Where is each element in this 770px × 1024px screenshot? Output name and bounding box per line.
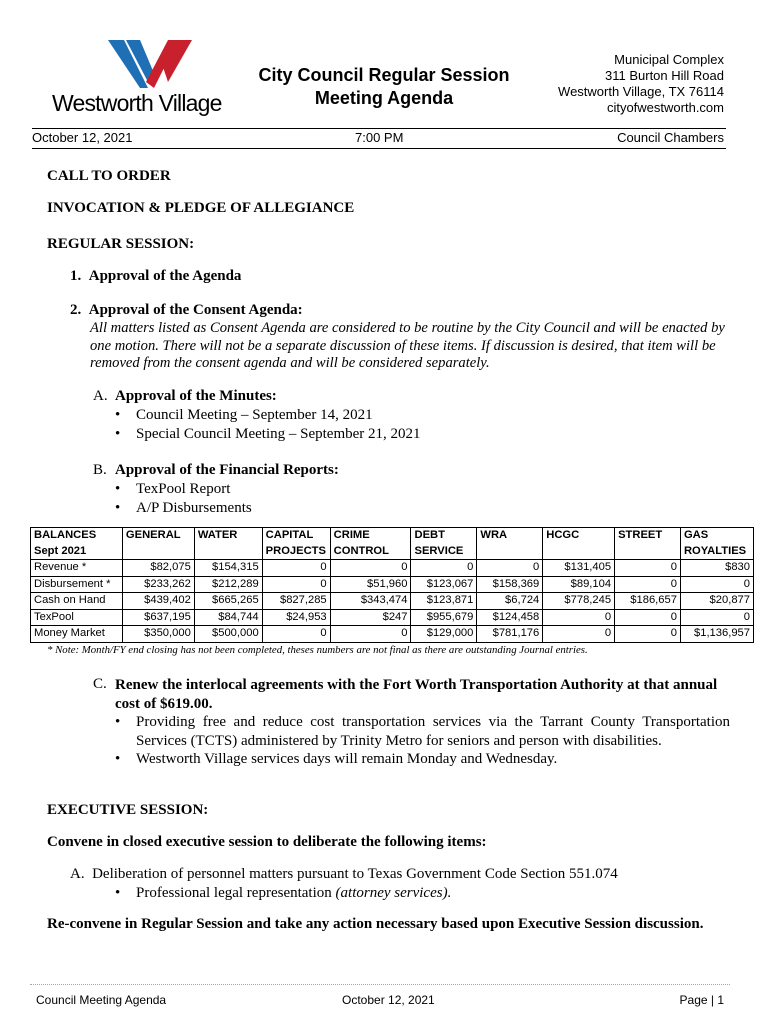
column-header: GAS: [680, 528, 753, 544]
table-cell: $500,000: [194, 626, 262, 643]
column-header: [122, 544, 194, 560]
title-line-2: Meeting Agenda: [314, 88, 454, 108]
page-title: [258, 64, 510, 110]
sub-item-a-title: Approval of the Minutes:: [115, 388, 277, 404]
table-cell: 0: [411, 560, 477, 577]
meeting-info-bar: [32, 130, 726, 148]
table-row: [31, 626, 754, 643]
column-header: STREET: [615, 528, 681, 544]
agenda-item-1: 1. Approval of the Agenda: [70, 268, 242, 284]
executive-session-heading: EXECUTIVE SESSION:: [47, 802, 209, 818]
table-cell: 0: [543, 626, 615, 643]
meeting-location: Council Chambers: [617, 130, 724, 145]
table-cell: $1,136,957: [680, 626, 753, 643]
column-header: CAPITAL: [262, 528, 330, 544]
address-line: Westworth Village, TX 76114: [558, 84, 724, 99]
table-cell: $84,744: [194, 609, 262, 626]
table-cell: $82,075: [122, 560, 194, 577]
column-header: Sept 2021: [31, 544, 123, 560]
table-cell: 0: [330, 560, 411, 577]
table-cell: $665,265: [194, 593, 262, 610]
logo-text: Westworth Village: [52, 90, 222, 116]
bullet-text: Professional legal representation: [136, 885, 336, 901]
table-cell: 0: [615, 626, 681, 643]
row-label: Disbursement *: [31, 576, 123, 593]
table-cell: $827,285: [262, 593, 330, 610]
table-cell: $778,245: [543, 593, 615, 610]
header-divider: [32, 128, 726, 129]
bullet-item: • Council Meeting – September 14, 2021: [136, 407, 373, 424]
table-cell: $89,104: [543, 576, 615, 593]
footer-page-number: Page | 1: [679, 993, 724, 1007]
table-cell: 0: [615, 576, 681, 593]
table-cell: $247: [330, 609, 411, 626]
column-header: [194, 544, 262, 560]
meeting-time: 7:00 PM: [355, 130, 404, 145]
table-cell: 0: [477, 560, 543, 577]
agenda-item-2: 2. Approval of the Consent Agenda:: [70, 302, 303, 318]
regular-session-heading: REGULAR SESSION:: [47, 236, 195, 252]
column-header: GENERAL: [122, 528, 194, 544]
convene-statement: Convene in closed executive session to deliberate the following items:: [47, 834, 487, 850]
column-header: ROYALTIES: [680, 544, 753, 560]
table-header-row: [31, 528, 754, 544]
table-cell: $20,877: [680, 593, 753, 610]
bullet-item: [136, 885, 451, 902]
table-cell: $158,369: [477, 576, 543, 593]
table-cell: 0: [262, 626, 330, 643]
consent-agenda-note: All matters listed as Consent Agenda are considered to be routine by the City Council and will be enacted by one motion. There will not be a separate discussion of these items. If discussion is desired, that item will be removed from the consent agenda and will be considered separately.: [90, 320, 725, 371]
row-label: Money Market: [31, 626, 123, 643]
table-cell: $129,000: [411, 626, 477, 643]
footer-doc-title: Council Meeting Agenda: [36, 993, 167, 1007]
bullet-item: • Providing free and reduce cost transportation services via the Tarrant County Transportation Services (TCTS) administered by Trinity Metro for seniors and person with disabilities.: [136, 713, 730, 751]
table-cell: $186,657: [615, 593, 681, 610]
table-cell: $6,724: [477, 593, 543, 610]
table-cell: 0: [615, 609, 681, 626]
table-cell: $131,405: [543, 560, 615, 577]
financial-balances-table: [30, 527, 754, 643]
table-cell: 0: [543, 609, 615, 626]
website-link[interactable]: cityofwestworth.com: [606, 100, 724, 115]
sub-item-b-title: Approval of the Financial Reports:: [115, 462, 339, 478]
title-line-1: City Council Regular Session: [258, 65, 510, 85]
address-block: [558, 52, 724, 116]
executive-item-a: A. Deliberation of personnel matters pursuant to Texas Government Code Section 551.074: [70, 866, 618, 882]
table-cell: $830: [680, 560, 753, 577]
column-header: CONTROL: [330, 544, 411, 560]
column-header: PROJECTS: [262, 544, 330, 560]
table-row: [31, 576, 754, 593]
table-cell: $350,000: [122, 626, 194, 643]
address-line: Municipal Complex: [614, 52, 724, 67]
column-header: DEBT: [411, 528, 477, 544]
sub-item-c-title: Renew the interlocal agreements with the Fort Worth Transportation Authority at that annual cost of $619.00.: [115, 677, 718, 712]
column-header: [477, 544, 543, 560]
row-label: TexPool: [31, 609, 123, 626]
table-cell: 0: [680, 609, 753, 626]
column-header: WATER: [194, 528, 262, 544]
bullet-item: • TexPool Report: [136, 481, 230, 498]
column-header: BALANCES: [31, 528, 123, 544]
sub-item-b-label: B.: [93, 462, 107, 478]
page-footer: [36, 993, 724, 1009]
address-line: 311 Burton Hill Road: [605, 68, 724, 83]
reconvene-statement: Re-convene in Regular Session and take any action necessary based upon Executive Session discussion.: [47, 916, 704, 932]
table-row: [31, 609, 754, 626]
column-header: [615, 544, 681, 560]
table-header-row: [31, 544, 754, 560]
table-cell: $51,960: [330, 576, 411, 593]
table-cell: 0: [262, 576, 330, 593]
table-row: [31, 593, 754, 610]
table-cell: $233,262: [122, 576, 194, 593]
table-cell: 0: [262, 560, 330, 577]
column-header: [543, 544, 615, 560]
bullet-item: • Special Council Meeting – September 21, 2021: [136, 426, 421, 443]
table-cell: $124,458: [477, 609, 543, 626]
table-cell: $637,195: [122, 609, 194, 626]
column-header: HCGC: [543, 528, 615, 544]
table-cell: $212,289: [194, 576, 262, 593]
table-cell: 0: [330, 626, 411, 643]
footer-date: October 12, 2021: [342, 993, 435, 1007]
table-cell: $123,067: [411, 576, 477, 593]
sub-item-c-label: C.: [93, 676, 107, 692]
header-divider: [32, 148, 726, 149]
meeting-date: October 12, 2021: [32, 130, 133, 145]
bullet-text-italic: (attorney services).: [335, 885, 452, 901]
table-cell: $781,176: [477, 626, 543, 643]
bullet-item: • A/P Disbursements: [136, 500, 252, 517]
row-label: Cash on Hand: [31, 593, 123, 610]
column-header: WRA: [477, 528, 543, 544]
table-cell: $123,871: [411, 593, 477, 610]
bullet-item: • Westworth Village services days will remain Monday and Wednesday.: [136, 751, 557, 768]
invocation-heading: INVOCATION & PLEDGE OF ALLEGIANCE: [47, 200, 355, 216]
table-row: [31, 560, 754, 577]
footer-divider: [30, 984, 730, 985]
table-cell: $154,315: [194, 560, 262, 577]
call-to-order-heading: CALL TO ORDER: [47, 168, 171, 184]
row-label: Revenue *: [31, 560, 123, 577]
table-cell: $24,953: [262, 609, 330, 626]
sub-item-a-label: A.: [93, 388, 108, 404]
table-cell: $955,679: [411, 609, 477, 626]
column-header: CRIME: [330, 528, 411, 544]
table-cell: 0: [680, 576, 753, 593]
table-cell: $343,474: [330, 593, 411, 610]
table-cell: 0: [615, 560, 681, 577]
table-cell: $439,402: [122, 593, 194, 610]
table-footnote: * Note: Month/FY end closing has not been completed, theses numbers are not final as there are outstanding Journal entries.: [47, 644, 588, 656]
column-header: SERVICE: [411, 544, 477, 560]
